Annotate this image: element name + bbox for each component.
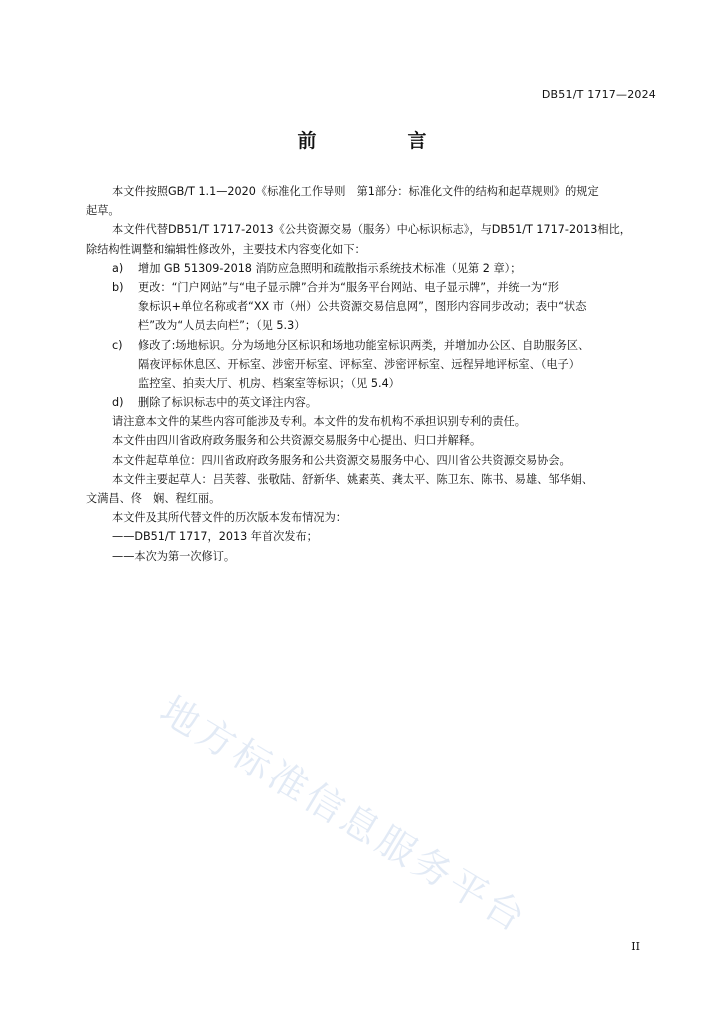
paragraph-line: 本文件按照GB/T 1.1—2020《标准化工作导则 第1部分：标准化文件的结构和起草规则》的规定 (112, 185, 599, 198)
item-label: d) (112, 396, 124, 410)
watermark: 地方标准信息服务平台 (152, 687, 536, 942)
paragraph-line: 起草。 (86, 204, 120, 218)
item-text-continued: 象标识+单位名称或者“XX 市（州）公共资源交易信息网”，图形内容同步改动；表中“状态 (138, 300, 587, 314)
page-title: 前 言 (297, 130, 463, 152)
item-text: 增加 GB 51309-2018 消防应急照明和疏散指示系统技术标准（见第 2 章）； (138, 261, 522, 275)
item-text-continued: 栏”改为“人员去向栏”；（见 5.3） (138, 319, 306, 333)
page-number: II (631, 940, 640, 953)
change-item-d (86, 393, 658, 412)
change-item-b (86, 278, 658, 297)
item-label: b) (112, 280, 124, 294)
item-label: a) (112, 261, 124, 275)
paragraph-line: 本文件代替DB51/T 1717-2013《公共资源交易（服务）中心标识标志》，与DB51/T 1717-2013相比， (112, 223, 631, 237)
drafters: 本文件主要起草人：吕芙蓉、张敬陆、舒新华、姚素英、龚太平、陈卫东、陈书、易雄、邹华娟、 (112, 472, 594, 486)
item-text: 修改了:场地标识。分为场地分区标识和场地功能室标识两类，并增加办公区、自助服务区、 (138, 338, 590, 352)
history-item: ——本次为第一次修订。 (112, 549, 236, 563)
item-text: 更改：“门户网站”与“电子显示牌”合并为“服务平台网站、电子显示牌”，并统一为“形 (138, 280, 559, 294)
patent-statement: 请注意本文件的某些内容可能涉及专利。本文件的发布机构不承担识别专利的责任。 (112, 415, 526, 429)
change-item-c (86, 336, 658, 355)
document-body (86, 182, 658, 566)
drafters-continued: 文满昌、佟 娴、程红丽。 (86, 492, 221, 505)
paragraph-line: 除结构性调整和编辑性修改外，主要技术内容变化如下： (86, 242, 366, 256)
item-label: c) (112, 338, 123, 352)
item-text: 删除了标识标志中的英文译注内容。 (138, 396, 318, 410)
item-text-continued: 监控室、拍卖大厅、机房、档案室等标识；（见 5.4） (138, 376, 400, 390)
change-item-a (86, 259, 658, 278)
drafting-units: 本文件起草单位：四川省政府政务服务和公共资源交易服务中心、四川省公共资源交易协会。 (112, 453, 571, 467)
history-item: ——DB51/T 1717，2013 年首次发布； (112, 530, 318, 544)
history-intro: 本文件及其所代替文件的历次版本发布情况为： (112, 511, 347, 525)
proposer-statement: 本文件由四川省政府政务服务和公共资源交易服务中心提出、归口并解释。 (112, 434, 482, 448)
item-text-continued: 隔夜评标休息区、开标室、涉密开标室、评标室、涉密评标室、远程异地评标室、（电子） (138, 357, 580, 371)
document-code: DB51/T 1717—2024 (541, 88, 656, 101)
